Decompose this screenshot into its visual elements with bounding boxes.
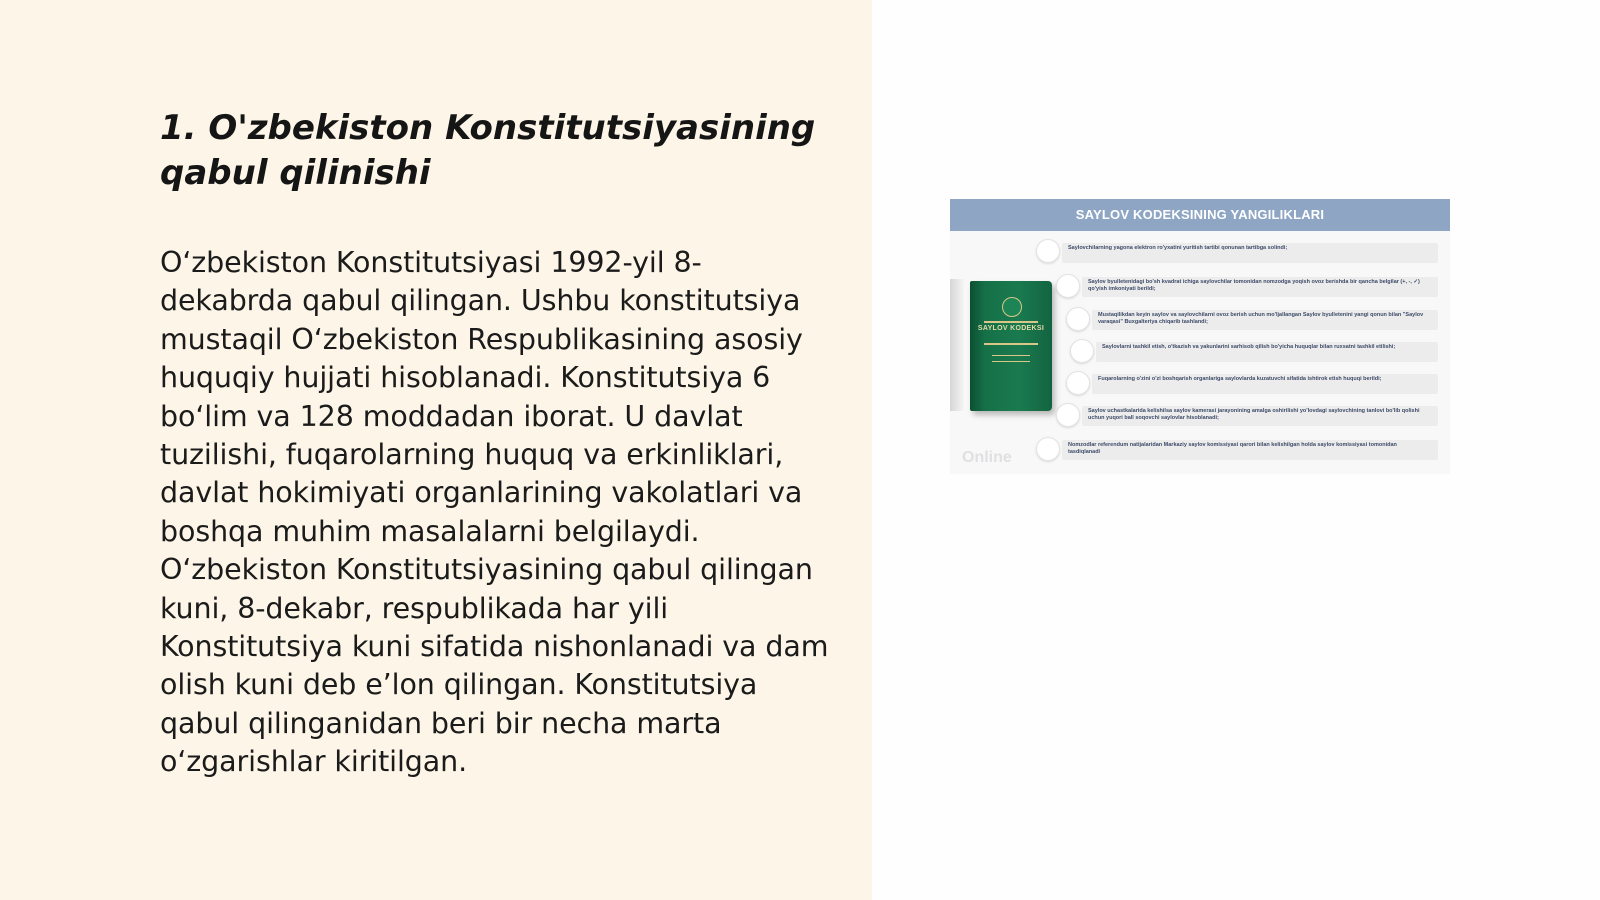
infographic-row-text: Mustaqilikdan keyin saylov va saylovchilarni ovoz berish uchun mo'ljallangan Saylov byulletenini yangi qonun bilan "Saylov varaqasi" Buxgalteriya chiqarib tashlandi;: [1098, 312, 1424, 325]
infographic-row-text: Nomzodlar referendum natijalaridan Markaziy saylov komissiyasi qarori bilan kelishilgan holda saylov komissiyasi tomonidan tasdiqlanadi: [1068, 442, 1397, 455]
slide-body-text: O‘zbekiston Konstitutsiyasi 1992-yil 8-dekabrda qabul qilingan. Ushbu konstitutsiya mustaqil O‘zbekiston Respublikasining asosiy huquqiy hujjati hisoblanadi. Konstitutsiya 6 bo‘lim va 128 moddadan iborat. U davlat tuzilishi, fuqarolarning huquq va erkinliklari, davlat hokimiyati organlarining vakolatlari va boshqa muhim masalalarni belgilaydi. O‘zbekiston Konstitutsiyasining qabul qilingan kuni, 8-dekabr, respublikada har yili Konstitutsiya kuni sifatida nishonlanadi va dam olish kuni deb e’lon qilingan. Konstitutsiya qabul qilinganidan beri bir necha marta o‘zgarishlar kiritilgan.: [160, 246, 829, 779]
book-ornament: [992, 361, 1030, 362]
infographic-row: [1062, 243, 1438, 263]
infographic-row: [1096, 342, 1438, 362]
row-node: [1066, 307, 1090, 331]
infographic-row-text: Saylov byulletenidagi bo'sh kvadrat ichiga saylovchilar tomonidan nomzodga yoqish ovoz berishda bir qancha belgilar (+, -, ✓) qo'yish imkoniyati berildi;: [1088, 279, 1420, 292]
book-shadow: [950, 279, 964, 411]
row-node: [1056, 274, 1080, 298]
election-code-infographic: [950, 199, 1450, 474]
infographic-row-text: Saylov uchastkalarida kelishilsa saylov kamerasi jarayonining amalga oshirilishi yo'lovdagi saylovchining tanlovi bo'lib qolishi uchun yuqori ball soqovchi saylovlar hisoblanadi;: [1088, 408, 1420, 421]
emblem-icon: [1002, 297, 1022, 317]
book-title: SAYLOV KODEKSI: [977, 325, 1045, 332]
infographic-row: [1062, 440, 1438, 460]
infographic-row-text: Fuqarolarning o'zini o'zi boshqarish organlariga saylovlarda kuzatuvchi sifatida ishtirok etish huquqi berildi;: [1098, 376, 1382, 382]
row-node: [1036, 437, 1060, 461]
infographic-row: [1092, 310, 1438, 330]
infographic-row: [1092, 374, 1438, 394]
row-node: [1066, 371, 1090, 395]
infographic-row-text: Saylovlarni tashkil etish, o'tkazish va yakunlarini sarhisob qilish bo'yicha huquqlar bilan ruxsatni tashkil etilishi;: [1102, 344, 1396, 350]
watermark-word: Online: [962, 449, 1012, 466]
book-ornament: [984, 343, 1038, 345]
row-node: [1056, 403, 1080, 427]
code-book-image: [970, 281, 1052, 411]
slide-title: 1. O'zbekiston Konstitutsiyasining qabul qilinishi: [160, 108, 816, 193]
book-ornament: [992, 355, 1030, 356]
row-node: [1070, 339, 1094, 363]
infographic-row-text: Saylovchilarning yagona elektron ro'yxatini yuritish tartibi qonunan tartibga solindi;: [1068, 245, 1288, 251]
infographic-row: [1082, 277, 1438, 297]
row-node: [1036, 239, 1060, 263]
infographic-header: SAYLOV KODEKSINING YANGILIKLARI: [950, 199, 1450, 231]
book-ornament: [984, 321, 1038, 323]
infographic-row: [1082, 406, 1438, 426]
